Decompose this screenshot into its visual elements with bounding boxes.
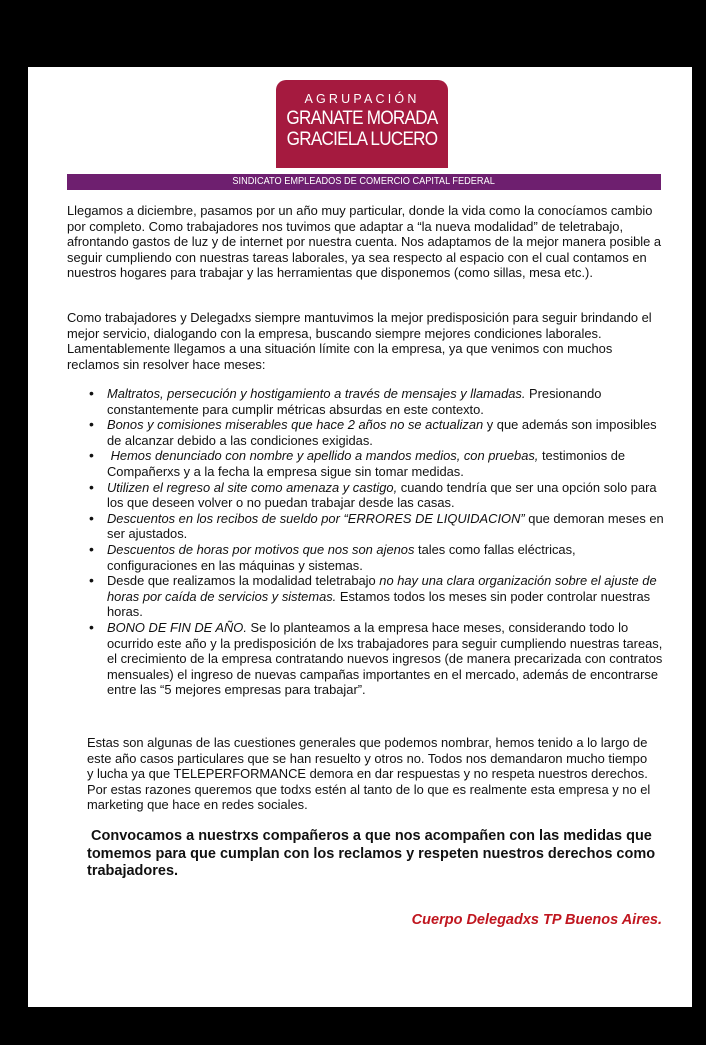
list-item: • Descuentos en los recibos de sueldo por “ERRORES DE LIQUIDACION” que demoran meses en ser ajustados.: [107, 511, 667, 542]
list-item: • Bonos y comisiones miserables que hace 2 años no se actualizan y que además son imposibles de alcanzar debido a las condiciones exigidas.: [107, 417, 667, 448]
signature: Cuerpo Delegadxs TP Buenos Aires.: [411, 912, 662, 928]
list-item: • Desde que realizamos la modalidad teletrabajo no hay una clara organización sobre el ajuste de horas por caída de servicios y sistemas. Estamos todos los meses sin poder controlar nuestras horas.: [107, 573, 667, 620]
logo-line-1: AGRUPACIÓN: [304, 92, 420, 106]
document-page: [28, 67, 692, 1007]
list-item: • BONO DE FIN DE AÑO. Se lo planteamos a la empresa hace meses, considerando todo lo ocurrido este año y la predisposición de lxs trabajadores para seguir cumpliendo nuestras tareas, el crecimiento de la empresa contratando nuevos ingresos (de manera precarizada con contratos mensuales) el ingreso de nuevas campañas importantes en el mercado, además de encontrarse entre las “5 mejores empresas para trabajar”.: [107, 620, 667, 698]
band-text: SINDICATO EMPLEADOS DE COMERCIO CAPITAL FEDERAL: [232, 176, 496, 187]
complaints-list: [107, 386, 667, 698]
call-to-action: Convocamos a nuestrxs compañeros a que nos acompañen con las medidas que tomemos para que cumplan con los reclamos y respeten nuestros derechos como trabajadores.: [87, 828, 660, 879]
union-logo: [276, 80, 448, 168]
list-item: • Utilizen el regreso al site como amenaza y castigo, cuando tendría que ser una opción solo para los que deseen volver o no puedan trabajar desde las casas.: [107, 480, 667, 511]
logo-line-3: GRACIELA LUCERO: [286, 129, 438, 150]
union-band: [67, 174, 661, 190]
paragraph-claims-intro: Como trabajadores y Delegadxs siempre mantuvimos la mejor predisposición para seguir brindando el mejor servicio, dialogando con la empresa, buscando siempre mejores condiciones laborales. Lamentablemente llegamos a una situación límite con la empresa, ya que venimos con muchos reclamos sin resolver hace meses:: [67, 310, 652, 372]
logo-line-2: GRANATE MORADA: [286, 108, 438, 129]
list-item: • Descuentos de horas por motivos que nos son ajenos tales como fallas eléctricas, configuraciones en las máquinas y sistemas.: [107, 542, 667, 573]
paragraph-summary: Estas son algunas de las cuestiones generales que podemos nombrar, hemos tenido a lo largo de este año casos particulares que se han resuelto y otros no. Todos nos demandaron mucho tiempo y lucha ya que TELEPERFORMANCE demora en dar respuestas y no respeta nuestros derechos. Por estas razones queremos que todxs estén al tanto de lo que es realmente esta empresa y no el marketing que hace en redes sociales.: [87, 735, 651, 813]
list-item: • Hemos denunciado con nombre y apellido a mandos medios, con pruebas, testimonios de Compañerxs y a la fecha la empresa sigue sin tomar medidas.: [107, 448, 667, 479]
paragraph-intro: Llegamos a diciembre, pasamos por un año muy particular, donde la vida como la conocíamos cambio por completo. Como trabajadores nos tuvimos que adaptar a “la nueva modalidad” de teletrabajo, afrontando gastos de luz y de internet por nuestra cuenta. Nos adaptamos de la mejor manera posible a seguir cumpliendo con nuestras tareas laborales, ya sea respecto al espacio con el cual contamos en nuestros hogares para trabajar y las herramientas que disponemos (como sillas, mesa etc.).: [67, 203, 662, 281]
list-item: • Maltratos, persecución y hostigamiento a través de mensajes y llamadas. Presionando constantemente para cumplir métricas absurdas en este contexto.: [107, 386, 667, 417]
